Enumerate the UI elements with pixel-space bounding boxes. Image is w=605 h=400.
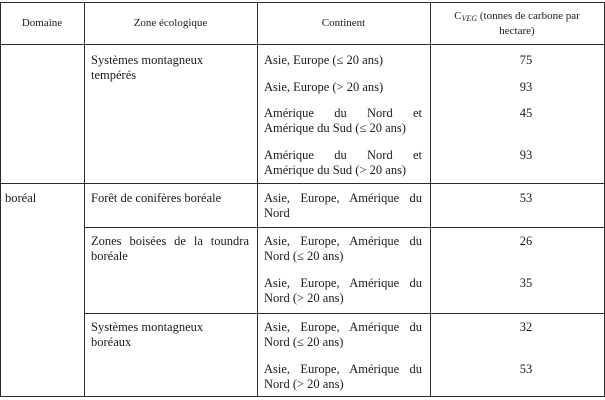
header-domain: Domaine [21,17,63,29]
continent-cell: Asie, Europe (> 20 ans) [264,80,384,94]
zone-cell: Systèmes montagneux [91,53,204,67]
header-cveg [430,10,604,38]
continent-cell: Asie, Europe, Amérique du [264,362,422,376]
continent-cell: Nord [264,206,290,220]
continent-cell: Amérique du Nord et [264,106,422,120]
cveg-value: 45 [519,106,533,120]
header-cveg-unit: (tonnes de carbone par [477,10,580,22]
continent-cell: Asie, Europe (≤ 20 ans) [264,53,383,67]
continent-cell: Nord (≤ 20 ans) [264,335,344,349]
zone-separator [84,313,605,314]
header-zone: Zone écologique [133,17,208,29]
table-top-border [0,2,605,3]
continent-cell: Nord (> 20 ans) [264,377,344,391]
zone-cell: tempérés [91,68,137,82]
zone-cell: boréale [91,249,128,263]
group-separator [0,183,605,184]
continent-cell: Nord (≤ 20 ans) [264,249,344,263]
continent-cell: Amérique du Sud (≤ 20 ans) [264,121,406,135]
header-continent: Continent [321,17,366,29]
zone-cell: boréaux [91,335,132,349]
table-bottom-border [0,396,605,397]
continent-cell: Asie, Europe, Amérique du [264,276,422,290]
cveg-value: 26 [519,234,533,248]
continent-cell: Amérique du Sud (> 20 ans) [264,163,407,177]
zone-cell: Forêt de conifères boréale [91,191,222,205]
cveg-value: 53 [519,362,533,376]
cveg-value: 35 [519,276,533,290]
cveg-value: 93 [519,80,533,94]
column-divider [257,2,258,397]
continent-cell: Asie, Europe, Amérique du [264,234,422,248]
cveg-value: 75 [519,53,533,67]
cveg-value: 53 [519,191,533,205]
zone-cell: Zones boisées de la toundra [91,234,249,248]
continent-cell: Asie, Europe, Amérique du [264,320,422,334]
zone-separator [84,227,605,228]
continent-cell: Amérique du Nord et [264,148,422,162]
column-divider [0,2,1,397]
cveg-value: 32 [519,320,533,334]
zone-cell: Systèmes montagneux [91,320,204,334]
column-divider [84,2,85,397]
continent-cell: Nord (> 20 ans) [264,291,344,305]
domain-cell: boréal [5,191,37,205]
cveg-value: 93 [519,148,533,162]
header-cveg-unit-line2: hectare) [499,25,535,37]
header-cveg-subscript: VEG [461,14,478,23]
header-bottom-border [0,44,605,45]
header-cveg-symbol: C [454,10,462,22]
column-divider [430,2,431,397]
continent-cell: Asie, Europe, Amérique du [264,191,422,205]
